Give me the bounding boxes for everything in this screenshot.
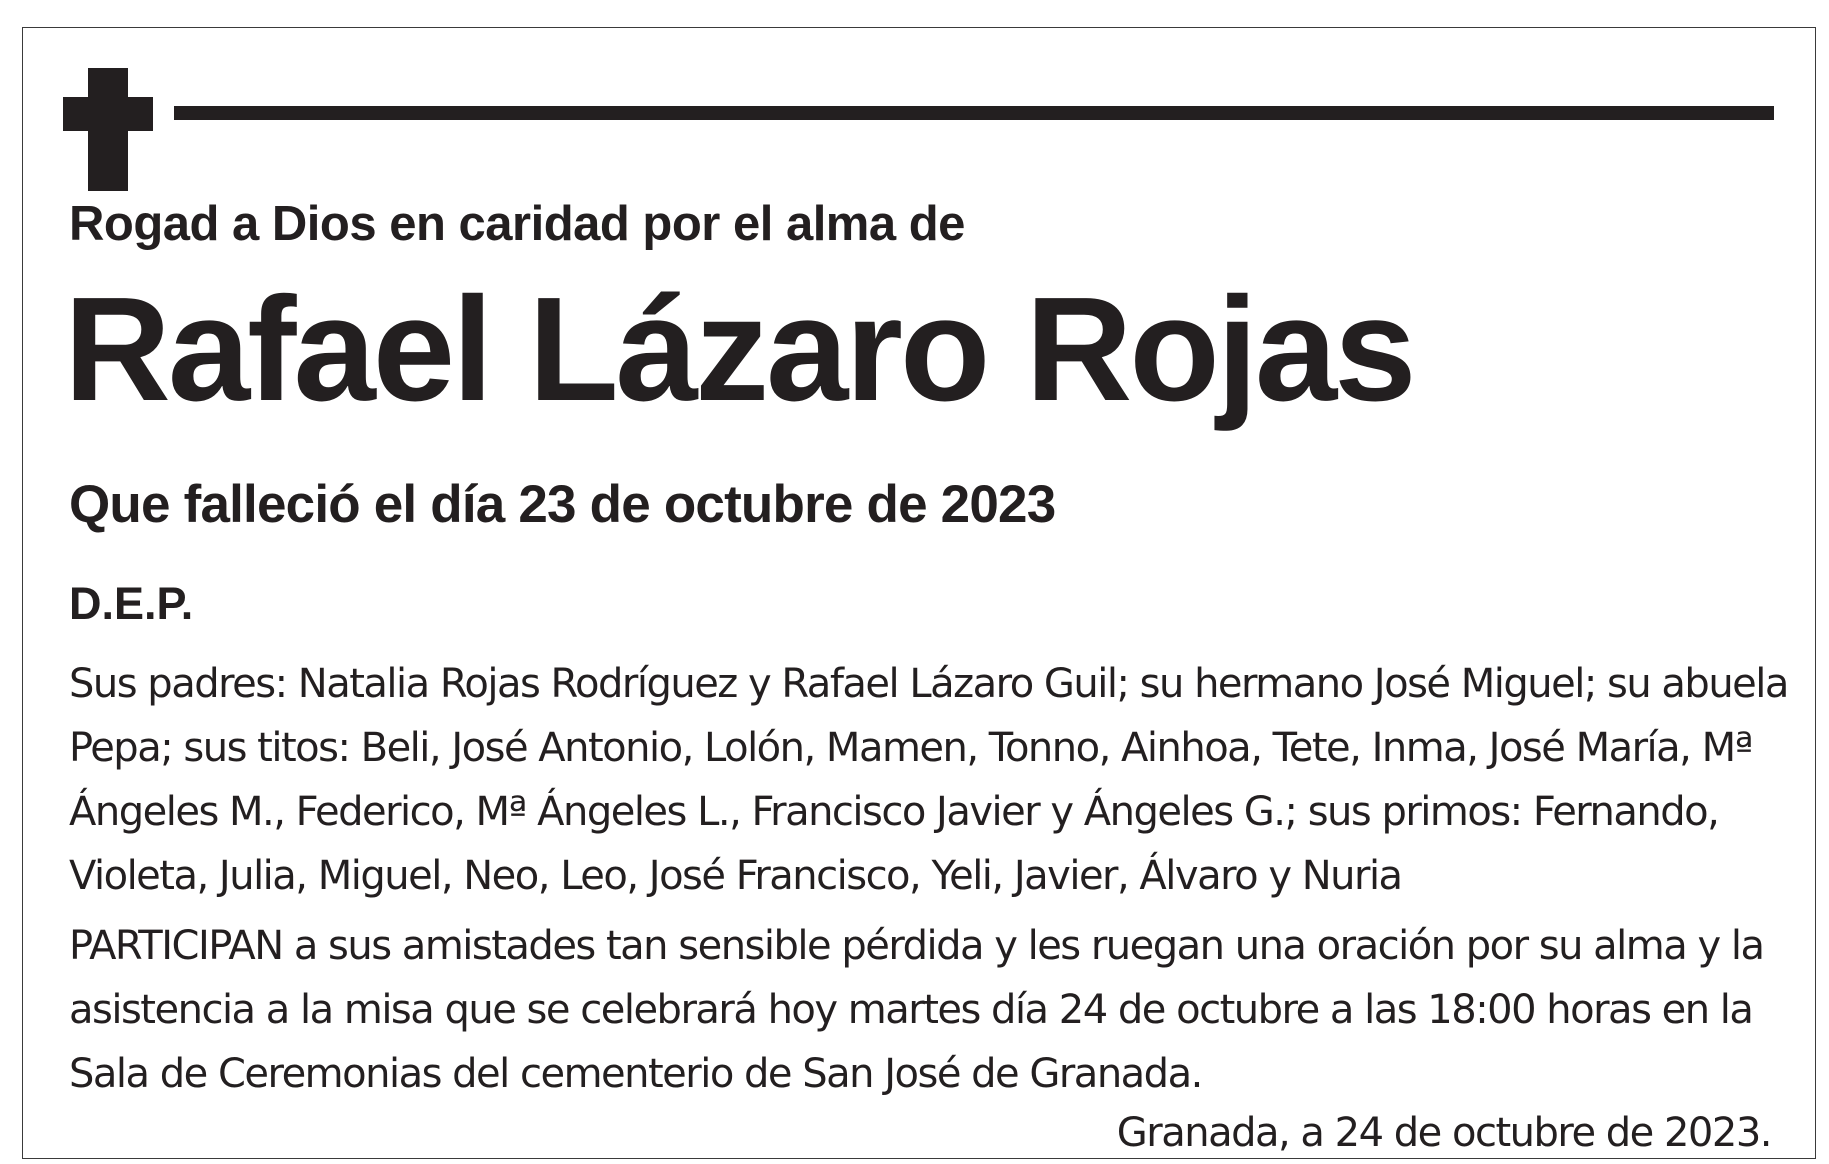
place-date-signature: Granada, a 24 de octubre de 2023. xyxy=(1116,1110,1771,1156)
family-line: Ángeles M., Federico, Mª Ángeles L., Francisco Javier y Ángeles G.; sus primos: Fernando, xyxy=(69,789,1719,835)
family-line: Pepa; sus titos: Beli, José Antonio, Lolón, Mamen, Tonno, Ainhoa, Tete, Inma, José María, Mª xyxy=(69,725,1752,771)
family-paragraph xyxy=(69,652,1789,908)
family-line: Sus padres: Natalia Rojas Rodríguez y Rafael Lázaro Guil; su hermano José Miguel; su abuela xyxy=(69,661,1788,707)
closing-paragraph xyxy=(69,914,1789,1106)
intro-text: Rogad a Dios en caridad por el alma de xyxy=(69,197,965,251)
family-line: Violeta, Julia, Miguel, Neo, Leo, José Francisco, Yeli, Javier, Álvaro y Nuria xyxy=(69,853,1402,899)
cross-icon xyxy=(63,68,153,191)
death-date-line: Que falleció el día 23 de octubre de 2023 xyxy=(69,475,1056,534)
closing-line: asistencia a la misa que se celebrará hoy martes día 24 de octubre a las 18:00 horas en la xyxy=(69,987,1753,1033)
header-rule xyxy=(174,106,1774,120)
cross-horizontal-bar xyxy=(63,97,153,131)
closing-line: Sala de Ceremonias del cementerio de San José de Granada. xyxy=(69,1051,1202,1097)
deceased-name: Rafael Lázaro Rojas xyxy=(64,267,1414,432)
dep-abbreviation: D.E.P. xyxy=(69,578,194,629)
closing-line: PARTICIPAN a sus amistades tan sensible pérdida y les ruegan una oración por su alma y la xyxy=(69,923,1764,969)
